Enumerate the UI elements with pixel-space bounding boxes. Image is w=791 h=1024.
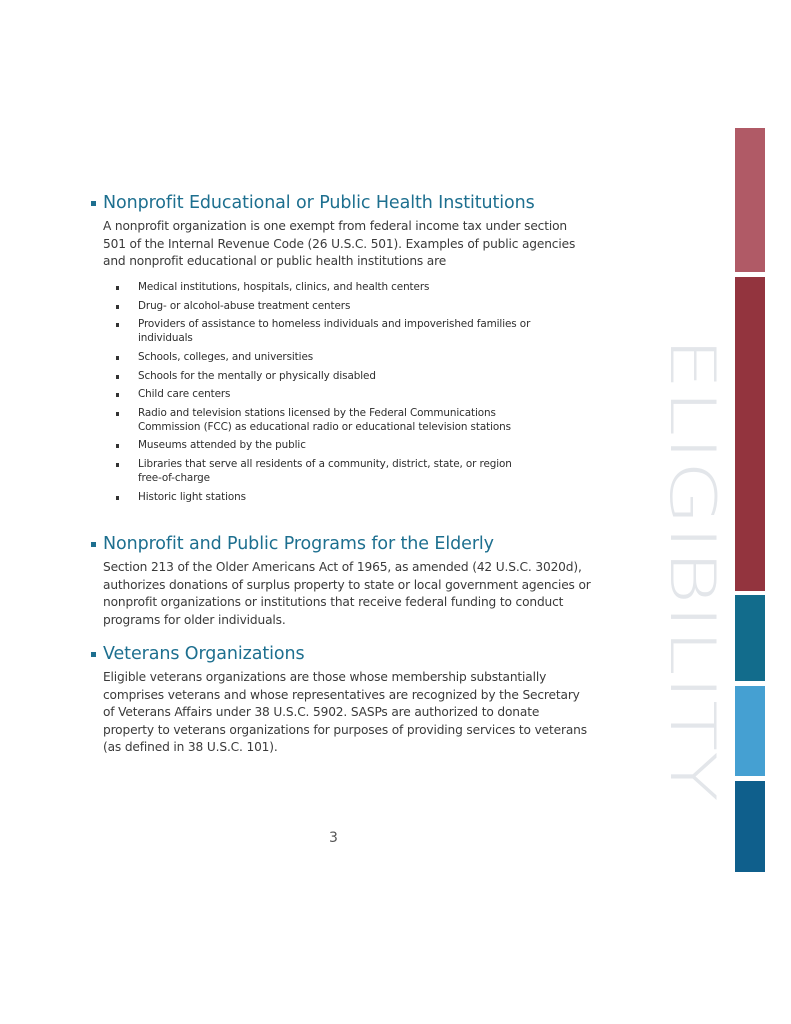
bullet-icon xyxy=(116,412,119,416)
side-title-text: ELIGIBILITY xyxy=(656,337,729,683)
institution-list xyxy=(91,281,591,504)
color-bar-light-blue xyxy=(735,686,765,776)
list-item-text: Libraries that serve all residents of a community, district, state, or region free-of-charge xyxy=(138,458,512,484)
side-title xyxy=(578,335,729,805)
heading-bullet-icon xyxy=(91,542,96,547)
section-heading xyxy=(91,190,591,216)
list-item xyxy=(91,407,591,434)
list-item xyxy=(91,281,591,295)
page-number: 3 xyxy=(329,830,338,846)
bullet-icon xyxy=(116,463,119,467)
list-item xyxy=(91,351,591,365)
section-heading-text: Veterans Organizations xyxy=(103,644,305,664)
list-item xyxy=(91,439,591,453)
bullet-icon xyxy=(116,323,119,327)
section-paragraph: Eligible veterans organizations are those whose membership substantially comprises veterans and whose representatives are recognized by the Secretary of Veterans Affairs under 38 U.S.C. 5902. SASPs are authorized to donate property to veterans organizations for purposes of providing services to veterans (as defined in 38 U.S.C. 101). xyxy=(103,670,587,755)
list-item xyxy=(91,370,591,384)
list-item-text: Schools for the mentally or physically disabled xyxy=(138,369,376,382)
bullet-icon xyxy=(116,305,119,309)
bullet-icon xyxy=(116,375,119,379)
bullet-icon xyxy=(116,286,119,290)
color-bar-dark-blue xyxy=(735,781,765,872)
section-heading xyxy=(91,641,591,667)
list-item xyxy=(91,318,591,345)
section-paragraph: A nonprofit organization is one exempt from federal income tax under section 501 of the Internal Revenue Code (26 U.S.C. 501). Examples of public agencies and nonprofit educational or public health institutions are xyxy=(103,219,576,269)
section-paragraph: Section 213 of the Older Americans Act of 1965, as amended (42 U.S.C. 3020d), authorizes donations of surplus property to state or local government agencies or nonprofit organizations or institutions that receive federal funding to conduct programs for older individuals. xyxy=(103,560,591,627)
color-bar-red xyxy=(735,277,765,591)
list-item xyxy=(91,300,591,314)
list-item-text: Museums attended by the public xyxy=(138,439,306,452)
bullet-icon xyxy=(116,444,119,448)
bullet-icon xyxy=(116,496,119,500)
section-heading xyxy=(91,531,591,557)
color-bar-rose xyxy=(735,128,765,272)
list-item-text: Schools, colleges, and universities xyxy=(138,350,314,363)
list-item-text: Medical institutions, hospitals, clinics, and health centers xyxy=(138,280,430,293)
side-title-graphic xyxy=(578,335,729,805)
list-item-text: Drug- or alcohol-abuse treatment centers xyxy=(138,299,351,312)
section-heading-text: Nonprofit Educational or Public Health Institutions xyxy=(103,193,535,213)
section-educational-health xyxy=(91,190,591,509)
list-item-text: Providers of assistance to homeless individuals and impoverished families or individuals xyxy=(138,318,531,344)
bullet-icon xyxy=(116,356,119,360)
section-heading-text: Nonprofit and Public Programs for the Elderly xyxy=(103,534,494,554)
bullet-icon xyxy=(116,393,119,397)
section-veterans-organizations xyxy=(91,641,591,757)
list-item xyxy=(91,491,591,505)
section-elderly-programs xyxy=(91,531,591,629)
list-item xyxy=(91,458,591,485)
list-item-text: Child care centers xyxy=(138,388,231,401)
list-item-text: Historic light stations xyxy=(138,490,246,503)
heading-bullet-icon xyxy=(91,652,96,657)
list-item-text: Radio and television stations licensed by the Federal Communications Commission (FCC) as educational radio or educational television stations xyxy=(138,407,511,433)
color-bar-teal xyxy=(735,595,765,681)
heading-bullet-icon xyxy=(91,201,96,206)
list-item xyxy=(91,388,591,402)
